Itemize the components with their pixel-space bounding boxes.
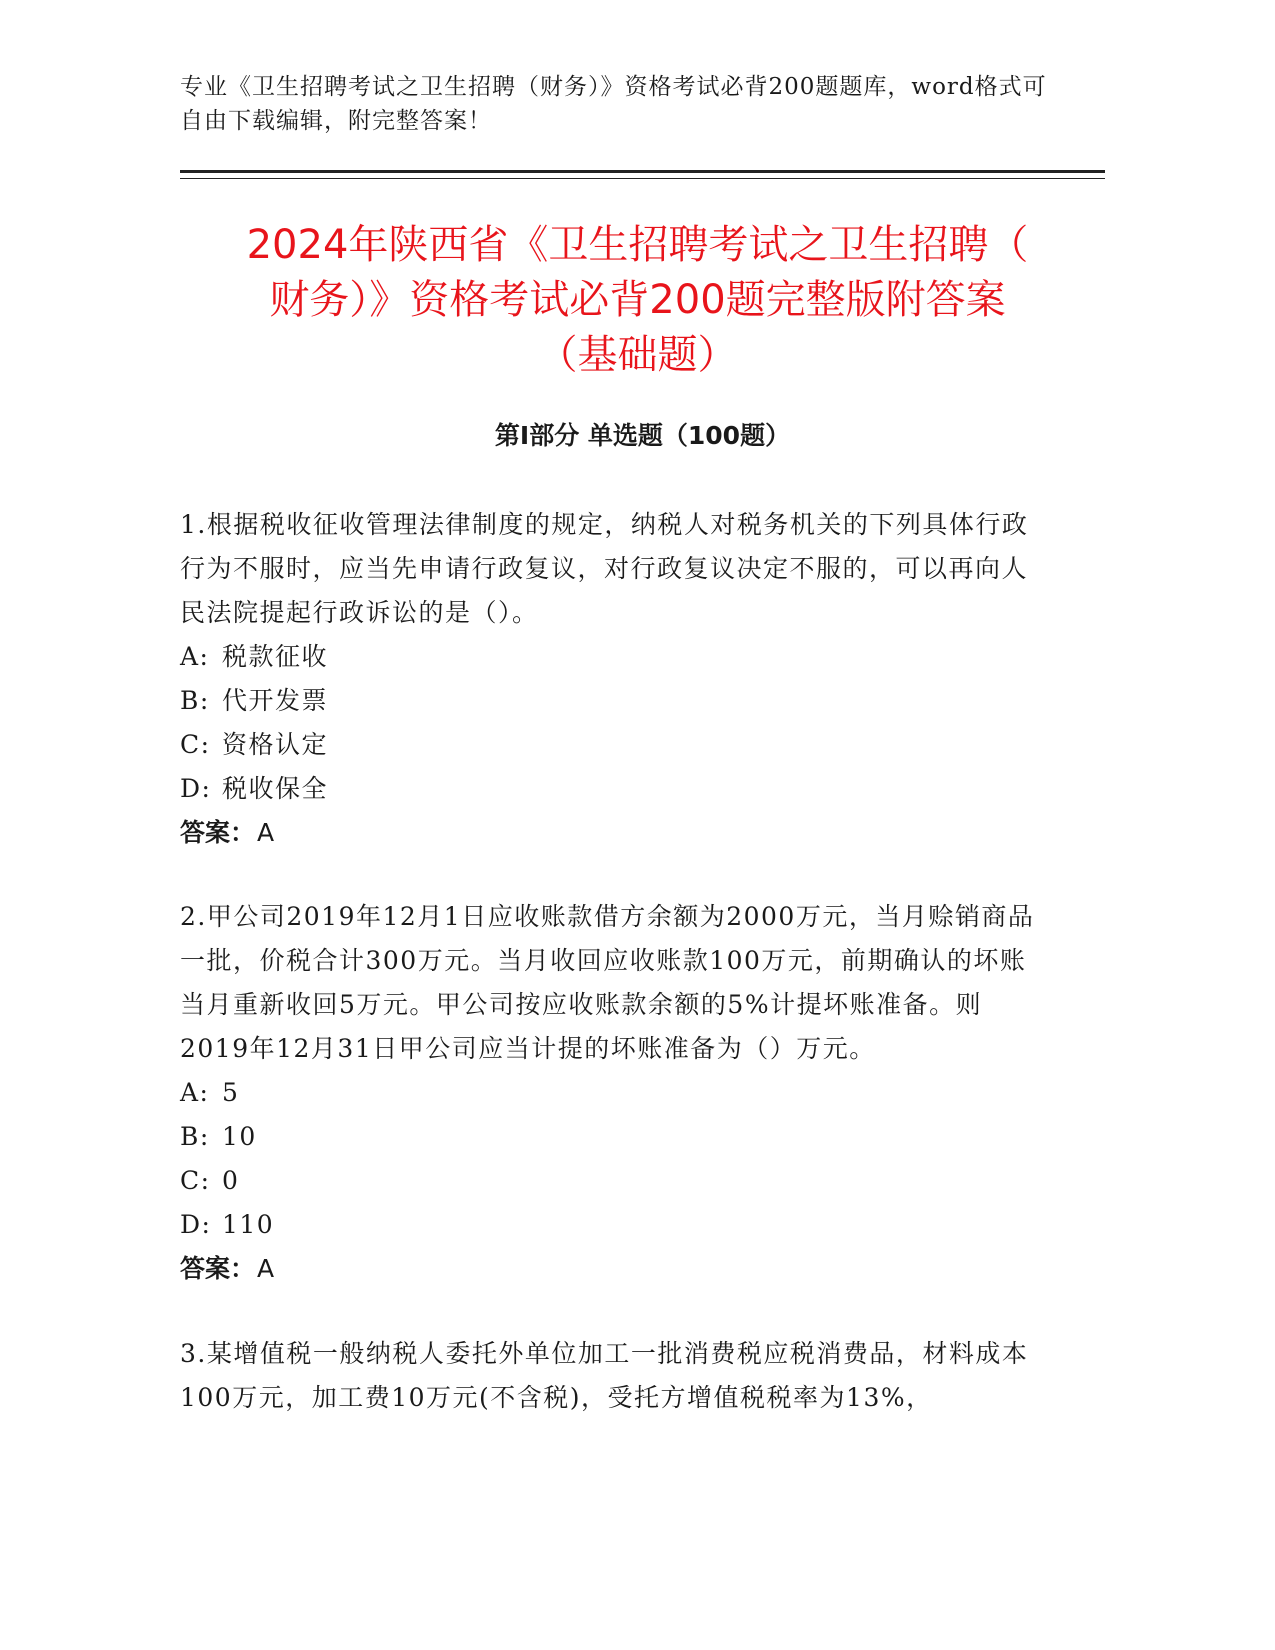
option-b: [180, 679, 1040, 723]
question-stem: 1.根据税收征收管理法律制度的规定，纳税人对税务机关的下列具体行政行为不服时，应当先申请行政复议，对行政复议决定不服的，可以再向人民法院提起行政诉讼的是（）。: [180, 510, 1029, 627]
option-a: [180, 1071, 1040, 1115]
option-text: 0: [222, 1166, 240, 1195]
question-stem: 3.某增值税一般纳税人委托外单位加工一批消费税应税消费品，材料成本100万元，加工费10万元(不含税)，受托方增值税税率为13%，: [180, 1339, 1029, 1412]
question-stem: 2.甲公司2019年12月1日应收账款借方余额为2000万元，当月赊销商品一批，价税合计300万元。当月收回应收账款100万元，前期确认的坏账当月重新收回5万元。甲公司按应收账款余额的5%计提坏账准备。则2019年12月31日甲公司应当计提的坏账准备为（）万元。: [180, 902, 1035, 1063]
option-c: [180, 1159, 1040, 1203]
option-text: 代开发票: [222, 686, 329, 715]
header-note: 专业《卫生招聘考试之卫生招聘（财务）》资格考试必背200题题库，word格式可自由下载编辑，附完整答案！: [180, 74, 1047, 134]
option-text: 110: [222, 1210, 275, 1239]
option-text: 资格认定: [222, 730, 329, 759]
option-c: [180, 723, 1040, 767]
option-key: B:: [180, 686, 210, 715]
option-key: C:: [180, 1166, 211, 1195]
header-divider-thin: [180, 178, 1105, 179]
option-text: 税收保全: [222, 774, 329, 803]
option-key: A:: [180, 642, 210, 671]
option-key: A:: [180, 1078, 210, 1107]
answer-line: [180, 811, 1040, 855]
answer-label: 答案：: [180, 818, 256, 847]
option-d: [180, 767, 1040, 811]
option-text: 税款征收: [222, 642, 329, 671]
answer-value: A: [257, 818, 275, 847]
section-title: 第I部分 单选题（100题）: [494, 421, 791, 450]
option-text: 10: [222, 1122, 257, 1151]
option-key: B:: [180, 1122, 210, 1151]
option-b: [180, 1115, 1040, 1159]
option-a: [180, 635, 1040, 679]
question-2: [180, 895, 1040, 1291]
document-title: [160, 218, 1115, 383]
question-3: [180, 1332, 1040, 1420]
option-d: [180, 1203, 1040, 1247]
answer-value: A: [257, 1254, 275, 1283]
answer-label: 答案：: [180, 1254, 256, 1283]
title-line: 财务）》资格考试必背200题完整版附答案: [269, 277, 1006, 323]
option-key: D:: [180, 1210, 212, 1239]
answer-line: [180, 1247, 1040, 1291]
option-key: C:: [180, 730, 211, 759]
title-line: 2024年陕西省《卫生招聘考试之卫生招聘（: [246, 222, 1029, 268]
header-divider-thick: [180, 170, 1105, 173]
title-line: （基础题）: [537, 332, 738, 378]
question-1: [180, 503, 1040, 855]
option-text: 5: [222, 1078, 240, 1107]
option-key: D:: [180, 774, 212, 803]
